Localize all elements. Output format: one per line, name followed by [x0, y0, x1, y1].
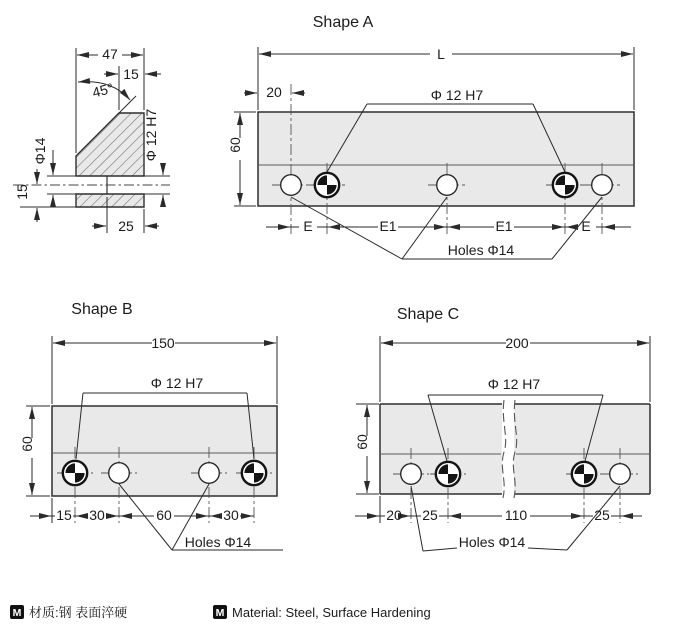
dim-bore: Φ14	[32, 137, 48, 165]
mounting-hole-symbol	[199, 463, 220, 484]
dim-pitch-25: 25	[422, 507, 438, 523]
dim-pitch-110: 110	[504, 507, 528, 523]
dowel-label: Φ 12 H7	[430, 87, 484, 103]
shape-b-title: Shape B	[71, 301, 133, 318]
dim-angle: 45°	[90, 79, 115, 101]
dim-height-60: 60	[354, 434, 370, 450]
dim-pitch-60: 60	[156, 507, 172, 523]
dim-pitch-e: E	[303, 218, 313, 234]
dowel-hole-symbol	[572, 462, 596, 486]
mounting-hole-symbol	[437, 175, 458, 196]
shape-b-bar	[52, 406, 277, 496]
dowel-hole-symbol	[553, 173, 577, 197]
dowel-hole-symbol	[242, 461, 266, 485]
material-badge-letter: M	[12, 607, 22, 619]
dowel-hole-symbol	[63, 461, 87, 485]
dim-pitch-eb: E	[581, 218, 591, 234]
mounting-hole-symbol	[401, 464, 422, 485]
mounting-hole-symbol	[592, 175, 613, 196]
dowel-label: Φ 12 H7	[150, 375, 204, 391]
dim-pitch-25b: 25	[594, 507, 610, 523]
material-note-cn	[10, 605, 127, 620]
dowel-hole-symbol	[436, 462, 460, 486]
holes-label: Holes Φ14	[184, 534, 252, 550]
material-text-cn: 材质:钢 表面淬硬	[29, 605, 128, 620]
shape-a-view	[227, 14, 634, 259]
dim-length-150: 150	[151, 335, 175, 351]
shape-c-title: Shape C	[396, 306, 460, 323]
dim-depth: 25	[118, 218, 134, 234]
dim-height-60: 60	[19, 436, 35, 452]
mounting-hole-symbol	[610, 464, 631, 485]
holes-label: Holes Φ14	[458, 534, 526, 550]
dowel-hole-symbol	[315, 173, 339, 197]
mounting-hole-symbol	[109, 463, 130, 484]
dim-pitch-30: 30	[89, 507, 105, 523]
dim-width: 47	[102, 46, 118, 62]
mounting-hole-symbol	[281, 175, 302, 196]
dim-edge-20: 20	[266, 84, 282, 100]
dim-length-L: L	[437, 46, 445, 62]
chamfer-extension-line	[119, 96, 136, 113]
dim-pitch-e1: E1	[379, 218, 397, 234]
dim-pitch-e1b: E1	[495, 218, 513, 234]
dim-center-height: 15	[14, 184, 30, 200]
shape-b-view	[19, 301, 283, 550]
material-text-en: Material: Steel, Surface Hardening	[232, 605, 431, 620]
shape-c-view	[354, 306, 650, 551]
dim-chamfer: 15	[123, 66, 139, 82]
material-badge-letter: M	[215, 607, 225, 619]
shape-a-holes	[281, 173, 613, 197]
dowel-label: Φ 12 H7	[487, 376, 541, 392]
dim-pitch-30b: 30	[223, 507, 239, 523]
dim-height-60: 60	[227, 137, 243, 153]
dim-pitch-20: 20	[386, 507, 402, 523]
dim-dowel-bore: Φ 12 H7	[143, 108, 159, 162]
dim-length-200: 200	[505, 335, 529, 351]
cross-section-view	[13, 46, 170, 234]
material-note-en	[213, 605, 431, 620]
dim-pitch-15: 15	[56, 507, 72, 523]
shape-a-title: Shape A	[312, 14, 374, 31]
holes-label: Holes Φ14	[447, 242, 515, 258]
